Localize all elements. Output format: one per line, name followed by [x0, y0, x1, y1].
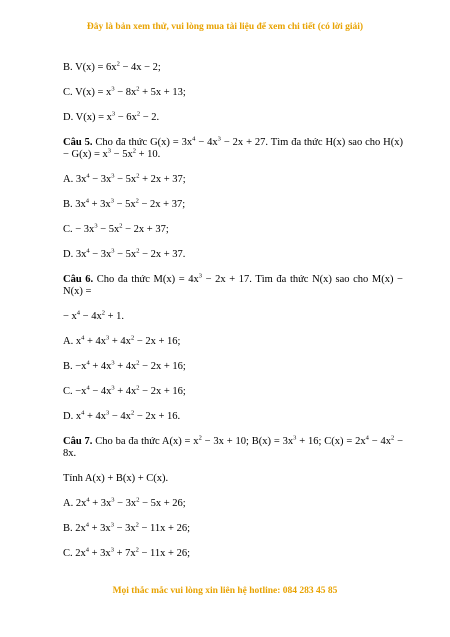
document-line: A. $x^4 + 4x^3 + 4x^2 - 2x + 16$;: [63, 334, 181, 347]
hotline-footer-banner: Mọi thắc mắc vui lòng xin liên hệ hotline: 084 283 45 85: [112, 586, 338, 596]
document-line: C. − $3x^3 - 5x^2 - 2x + 37$;: [63, 222, 169, 235]
document-line: Câu 7. Cho ba đa thức $A(x) = x^2 - 3x + 10$; $B(x) = 3x^3 + 16$; $C(x) = 2x^4 - 4x^2 - 8x$.: [63, 434, 403, 459]
document-line: C. $V(x) = x^3 - 8x^2 + 5x + 13$;: [63, 85, 186, 98]
document-body: [63, 62, 403, 573]
document-line: Câu 5. Cho đa thức $G(x) = 3x^4 - 4x^3 - 2x + 27$. Tìm đa thức H(x) sao cho $H(x) - G(x) = x^3 - 5x^2 + 10$.: [63, 135, 404, 160]
document-line: D. $3x^4 - 3x^3 - 5x^2 - 2x + 37$.: [63, 247, 186, 260]
document-line: A. $3x^4 - 3x^3 - 5x^2 + 2x + 37$;: [63, 172, 186, 185]
document-line: C. $-x^4 - 4x^3 + 4x^2 - 2x + 16$;: [63, 384, 186, 397]
document-line: B. $3x^4 + 3x^3 - 5x^2 - 2x + 37$;: [63, 197, 186, 210]
document-line: D. $V(x) = x^3 - 6x^2 - 2$.: [63, 110, 160, 123]
document-line: B. $-x^4 + 4x^3 + 4x^2 - 2x + 16$;: [63, 359, 186, 372]
document-line: A. $2x^4 + 3x^3 - 3x^2 - 5x + 26$;: [63, 496, 186, 509]
document-line: Câu 6. Cho đa thức $M(x) = 4x^3 - 2x + 17$. Tìm đa thức N(x) sao cho M(x) − N(x) =: [63, 272, 403, 297]
preview-notice-banner: Đây là bản xem thử, vui lòng mua tài liệu để xem chi tiết (có lời giải): [86, 22, 364, 32]
document-line: C. $2x^4 + 3x^3 + 7x^2 - 11x + 26$;: [63, 546, 190, 559]
document-line: B. $2x^4 + 3x^3 - 3x^2 - 11x + 26$;: [63, 521, 190, 534]
document-line: B. $V(x) = 6x^2 - 4x - 2$;: [63, 60, 161, 73]
document-line: D. $x^4 + 4x^3 - 4x^2 - 2x + 16$.: [63, 409, 181, 422]
document-line: Tính A(x) + B(x) + C(x).: [63, 473, 169, 484]
document-line: − $x^4 - 4x^2 + 1$.: [63, 309, 125, 322]
